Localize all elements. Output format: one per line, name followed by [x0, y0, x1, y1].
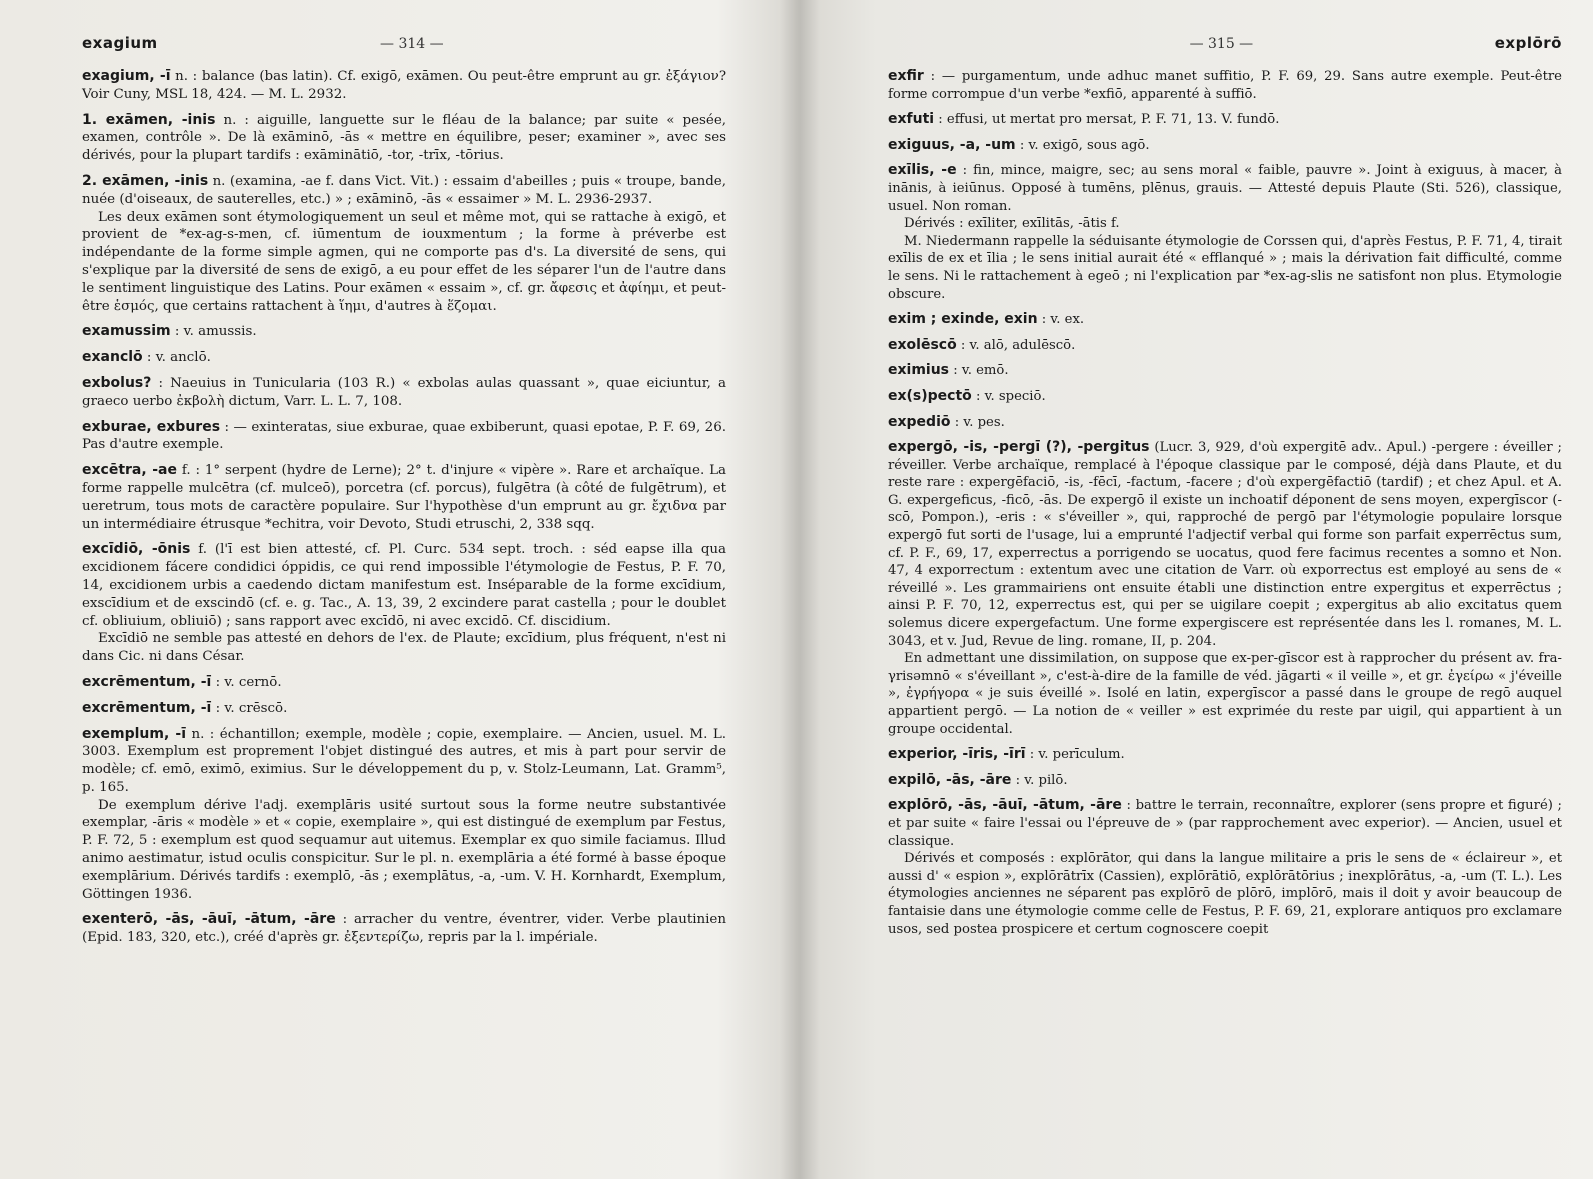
dictionary-entry [82, 68, 726, 104]
entry-definition: n. : échantillon; exemple, modèle ; copie, exemplaire. — Ancien, usuel. M. L. 3003. Exemplum est proprement l'objet distingué des autres, et mis à part pour servir de modèle; cf. emō, eximō, eximius. Sur le développement du p, v. Stolz-Leumann, Lat. Gramm⁵, p. 165. [82, 726, 726, 795]
dictionary-entry [82, 375, 726, 411]
entry-lemma: exagium, -ī [82, 68, 171, 84]
entry-lemma: explōrō, -ās, -āuī, -ātum, -āre [888, 797, 1122, 814]
entry-definition: : effusi, ut mertat pro mersat, P. F. 71, 13. V. fundō. [938, 112, 1280, 128]
entry-definition: : v. perīculum. [1029, 747, 1125, 763]
entry-definition: : v. anclō. [146, 350, 211, 366]
entry-lemma: exenterō, -ās, -āuī, -ātum, -āre [82, 911, 336, 928]
entry-lemma: examussim [82, 323, 171, 340]
entry-definition: (Lucr. 3, 929, d'où expergitē adv.. Apul.) -pergere : éveiller ; réveiller. Verbe archaïque, remplacé à l'époque classique par le composé, déjà dans Plaute, et du reste rare : expergēfaciō, -is, -fēcī, -factum, -facere ; d'où expergēfactiō (tardif) ; et chez Apul. et A. G. expergeficus, -ficō, -ās. De expergō il existe un inchoatif déponent de sens moyen, expergīscor (-scō, Pompon.), -eris : « s'éveiller », qui, rapproché de pergō par l'étymologie populaire lorsque expergō fut sorti de l'usage, lui a emprunté l'adjectif verbal qui forme son parfait experrēctus sum, cf. P. F., 69, 17, experrectus a porrigendo se uocatus, quod fere facimus recentes a somno et Non. 47, 4 exporrectum : extentum avec une citation de Varr. où exporrectus est employé au sens de « réveillé ». Les grammairiens ont ensuite établi une distinction entre expergitus et experrēctus ; ainsi P. F. 70, 12, experrectus est, qui per se uigilare coepit ; expergitus ab alio excitatus quem solemus dicere expergefactum. Une forme expergiscere est représentée dans les l. romanes, M. L. 3043, et v. Jud, Revue de ling. romane, II, p. 204. [888, 440, 1562, 649]
dictionary-entry [888, 388, 1562, 406]
left-page [0, 0, 796, 1179]
dictionary-entry [888, 439, 1562, 738]
entry-lemma: excrēmentum, -ī [82, 699, 212, 716]
left-head-word: exagium [82, 34, 158, 52]
dictionary-entry [888, 414, 1562, 432]
entry-paragraph [82, 674, 726, 692]
entry-lemma: exfuti [888, 111, 935, 128]
entry-lemma: exemplum, -ī [82, 725, 186, 742]
entry-paragraph [82, 375, 726, 411]
dictionary-entry [82, 349, 726, 367]
dictionary-entry [888, 311, 1562, 329]
dictionary-entry [888, 162, 1562, 303]
dictionary-entry [82, 419, 726, 455]
entry-paragraph [888, 797, 1562, 850]
dictionary-entry [82, 700, 726, 718]
entry-definition: f. (l'ī est bien attesté, cf. Pl. Curc. 534 sept. troch. : séd eapse illa qua excidionem fácere condidici óppidis, ce qui rend impossible l'étymologie de Festus, P. F. 70, 14, excidionem urbis a caedendo dictam manifestum est. Inséparable de la forme excīdium, exscīdium et de exscindō (cf. e. g. Tac., A. 13, 39, 2 excindere parat castella ; pour le doublet cf. obliuium, obliuiō) ; sans rapport avec excīdō, ni avec excidō. Cf. discidium. [82, 542, 726, 629]
right-page-number: — 315 — [1189, 36, 1254, 52]
dictionary-entry [888, 137, 1562, 155]
dictionary-entry [82, 112, 726, 165]
right-head-word: explōrō [1494, 34, 1562, 52]
dictionary-entry [82, 462, 726, 533]
entry-definition: : v. pes. [954, 414, 1005, 430]
dictionary-entry [888, 746, 1562, 764]
entry-lemma: exiguus, -a, -um [888, 136, 1016, 153]
entry-continuation: Dérivés et composés : explōrātor, qui dans la langue militaire a pris le sens de « éclaireur », et aussi d' « espion », explōrātrīx (Cassien), explōrātiō, explōrātōrius ; inexplōrātus, -a, -um (T. L.). Les étymologies anciennes ne séparent pas explōrō de plōrō, implōrō, mais il doit y avoir beaucoup de fantaisie dans une étymologie comme celle de Festus, P. F. 69, 21, explorare antiquos pro exclamare usos, sed postea prospicere et certum cognoscere coepit [888, 851, 1562, 937]
dictionary-entry [888, 772, 1562, 790]
dictionary-entry [82, 911, 726, 947]
entry-continuation: Les deux exāmen sont étymologiquement un seul et même mot, qui se rattache à exigō, et provient de *ex-ag-s-men, cf. iūmentum de iouxmentum ; la forme à préverbe est indépendante de la forme simple agmen, qui ne comporte pas d's. La diversité de sens, qui s'explique par la diversité de sens de exigō, a eu pour effet de les séparer l'un de l'autre dans le sentiment linguistique des Latins. Pour exāmen « essaim », cf. gr. ἄφεσις et ἀφίημι, et peut-être ἑσμός, que certains rattachent à ἵημι, d'autres à ἕζομαι. [82, 209, 726, 314]
dictionary-entry [888, 111, 1562, 129]
entry-lemma: expediō [888, 413, 951, 430]
dictionary-entry [888, 337, 1562, 355]
entry-paragraph [888, 162, 1562, 215]
entry-paragraph [888, 137, 1562, 155]
entry-definition: : — purgamentum, unde adhuc manet suffitio, P. F. 69, 29. Sans autre exemple. Peut-être forme corrompue d'un verbe *exfiō, apparenté à suffiō. [888, 69, 1562, 102]
dictionary-entry [82, 726, 726, 904]
right-page [796, 0, 1592, 1179]
entry-paragraph [888, 746, 1562, 764]
entry-lemma: experior, -īris, -īrī [888, 746, 1026, 763]
entry-definition: : arracher du ventre, éventrer, vider. Verbe plautinien (Epid. 183, 320, etc.), créé d'après gr. ἐξεντερίζω, repris par la l. impériale. [82, 912, 726, 946]
entry-paragraph [888, 414, 1562, 432]
entry-paragraph [888, 337, 1562, 355]
entry-lemma: expergō, -is, -pergī (?), -pergitus [888, 439, 1150, 456]
entry-definition: : v. crēscō. [215, 700, 288, 716]
dictionary-entry [888, 797, 1562, 938]
entry-definition: n. : balance (bas latin). Cf. exigō, exāmen. Ou peut-être emprunt au gr. ἐξάγιον? Voir Cuny, MSL 18, 424. — M. L. 2932. [82, 69, 726, 102]
entry-paragraph [888, 388, 1562, 406]
dictionary-entry [82, 323, 726, 341]
entry-paragraph [888, 439, 1562, 650]
entry-definition: : — exinteratas, siue exburae, quae exbiberunt, quasi epotae, P. F. 69, 26. Pas d'autre exemple. [82, 419, 726, 453]
running-head-right [888, 34, 1562, 68]
entry-definition: : v. exigō, sous agō. [1019, 137, 1150, 153]
entry-paragraph [82, 68, 726, 104]
entry-continuation: M. Niedermann rappelle la séduisante étymologie de Corssen qui, d'après Festus, P. F. 71, 4, tirait exīlis de ex et īlia ; le sens initial aurait été « efflanqué » ; mais la dérivation fait difficulté, comme le sens. Ni le rattachement à egeō ; ni l'explication par *ex-ag-slis ne satisfont non plus. Etymologie obscure. [888, 233, 1562, 302]
dictionary-entry [82, 674, 726, 692]
entry-paragraph [82, 112, 726, 165]
entry-lemma: exanclō [82, 349, 143, 366]
entry-paragraph [888, 311, 1562, 329]
right-entries [888, 68, 1562, 938]
dictionary-entry [888, 68, 1562, 103]
dictionary-entry [888, 362, 1562, 380]
entry-lemma: 1. exāmen, -inis [82, 111, 216, 128]
running-head-left [82, 34, 726, 68]
entry-paragraph [82, 700, 726, 718]
entry-paragraph [82, 323, 726, 341]
entry-definition: : v. amussis. [174, 324, 257, 340]
entry-definition: n. (examina, -ae f. dans Vict. Vit.) : essaim d'abeilles ; puis « troupe, bande, nuée (d'oiseaux, de sauterelles, etc.) » ; exāminō, -ās « essaimer » M. L. 2936-2937. [82, 173, 726, 207]
dictionary-entry [82, 541, 726, 666]
entry-lemma: exolēscō [888, 336, 957, 353]
entry-definition: : v. alō, adulēscō. [960, 337, 1076, 353]
entry-paragraph [82, 726, 726, 797]
entry-paragraph [82, 541, 726, 630]
entry-definition: : fin, mince, maigre, sec; au sens moral « faible, pauvre ». Joint à exiguus, à macer, à inānis, à ieiūnus. Opposé à tumēns, plēnus, grauis. — Attesté depuis Plaute (Sti. 526), classique, usuel. Non roman. [888, 163, 1562, 214]
entry-lemma: excīdiō, -ōnis [82, 541, 191, 558]
entry-paragraph [82, 173, 726, 209]
entry-definition: : battre le terrain, reconnaître, explorer (sens propre et figuré) ; et par suite « faire l'essai ou l'épreuve de » (par rapprochement avec experior). — Ancien, usuel et classique. [888, 798, 1562, 849]
entry-definition: : v. ex. [1041, 312, 1085, 328]
entry-lemma: exim ; exinde, exin [888, 311, 1038, 328]
entry-lemma: exburae, exbures [82, 418, 221, 435]
entry-definition: : Naeuius in Tunicularia (103 R.) « exbolas aulas quassant », quae eiciuntur, a graeco uerbo ἐκβολὴ dictum, Varr. L. L. 7, 108. [82, 375, 726, 409]
entry-definition: : v. pilō. [1015, 772, 1068, 788]
entry-definition: f. : 1° serpent (hydre de Lerne); 2° t. d'injure « vipère ». Rare et archaïque. La forme rappelle mulcētra (cf. mulceō), porcetra (cf. porcus), fulgētra (à côté de fulgētrum), et ueretrum, tous mots de caractère populaire. Sur l'hypothèse d'un emprunt au gr. ἔχιδνα par un intermédiaire étrusque *echitra, voir Devoto, Studi etruschi, 2, 338 sqq. [82, 463, 726, 532]
entry-paragraph [888, 68, 1562, 103]
entry-lemma: exfir [888, 68, 924, 84]
entry-paragraph [888, 111, 1562, 129]
entry-definition: : v. speciō. [975, 388, 1046, 404]
entry-paragraph [82, 911, 726, 947]
entry-definition: : v. cernō. [215, 674, 282, 690]
entry-paragraph [82, 419, 726, 455]
entry-lemma: exīlis, -e [888, 162, 957, 179]
entry-continuation: De exemplum dérive l'adj. exemplāris usité surtout sous la forme neutre substantivée exemplar, -āris « modèle » et « copie, exemplaire », qui est distingué de exemplum par Festus, P. F. 72, 5 : exemplum est quod sequamur aut uitemus. Exemplar ex quo simile faciamus. Illud animo aestimatur, istud oculis conspicitur. Sur le pl. n. exemplāria a été formé à basse époque exemplārium. Dérivés tardifs : exemplō, -ās ; exemplātus, -a, -um. V. H. Kornhardt, Exemplum, Göttingen 1936. [82, 797, 726, 902]
entry-paragraph [82, 349, 726, 367]
entry-lemma: exbolus? [82, 374, 152, 391]
entry-paragraph [82, 462, 726, 533]
dictionary-entry [82, 173, 726, 315]
left-page-number: — 314 — [380, 36, 444, 52]
entry-definition: n. : aiguille, languette sur le fléau de la balance; par suite « pesée, examen, contrôle ». De là exāminō, -ās « mettre en équilibre, peser; examiner », avec ses dérivés, pour la plupart tardifs : exāminātiō, -tor, -trīx, -tōrius. [82, 112, 726, 164]
entry-continuation: Excīdiō ne semble pas attesté en dehors de l'ex. de Plaute; excīdium, plus fréquent, n'est ni dans Cic. ni dans César. [82, 631, 726, 665]
entry-lemma: excrēmentum, -ī [82, 673, 212, 690]
entry-lemma: expilō, -ās, -āre [888, 771, 1012, 788]
entry-definition: : v. emō. [953, 363, 1009, 379]
entry-lemma: eximius [888, 362, 950, 379]
entry-paragraph [888, 362, 1562, 380]
entry-lemma: ex(s)pectō [888, 387, 972, 404]
entry-lemma: 2. exāmen, -inis [82, 172, 209, 189]
entry-lemma: excētra, -ae [82, 462, 177, 479]
left-entries [82, 68, 726, 947]
entry-paragraph [888, 772, 1562, 790]
entry-continuation: En admettant une dissimilation, on suppose que ex-per-gīscor est à rapprocher du présent av. fra-γrisəmnō « s'éveillant », c'est-à-dire de la famille de véd. jāgarti « il veille », et gr. ἐγείρω « j'éveille », ἐγρήγορα « je suis éveillé ». Isolé en latin, expergīscor a passé dans le groupe de regō auquel appartient pergō. — La notion de « veiller » est exprimée du reste par uigil, qui appartient à un groupe occidental. [888, 651, 1562, 737]
entry-continuation: Dérivés : exīliter, exīlitās, -ātis f. [904, 216, 1120, 232]
